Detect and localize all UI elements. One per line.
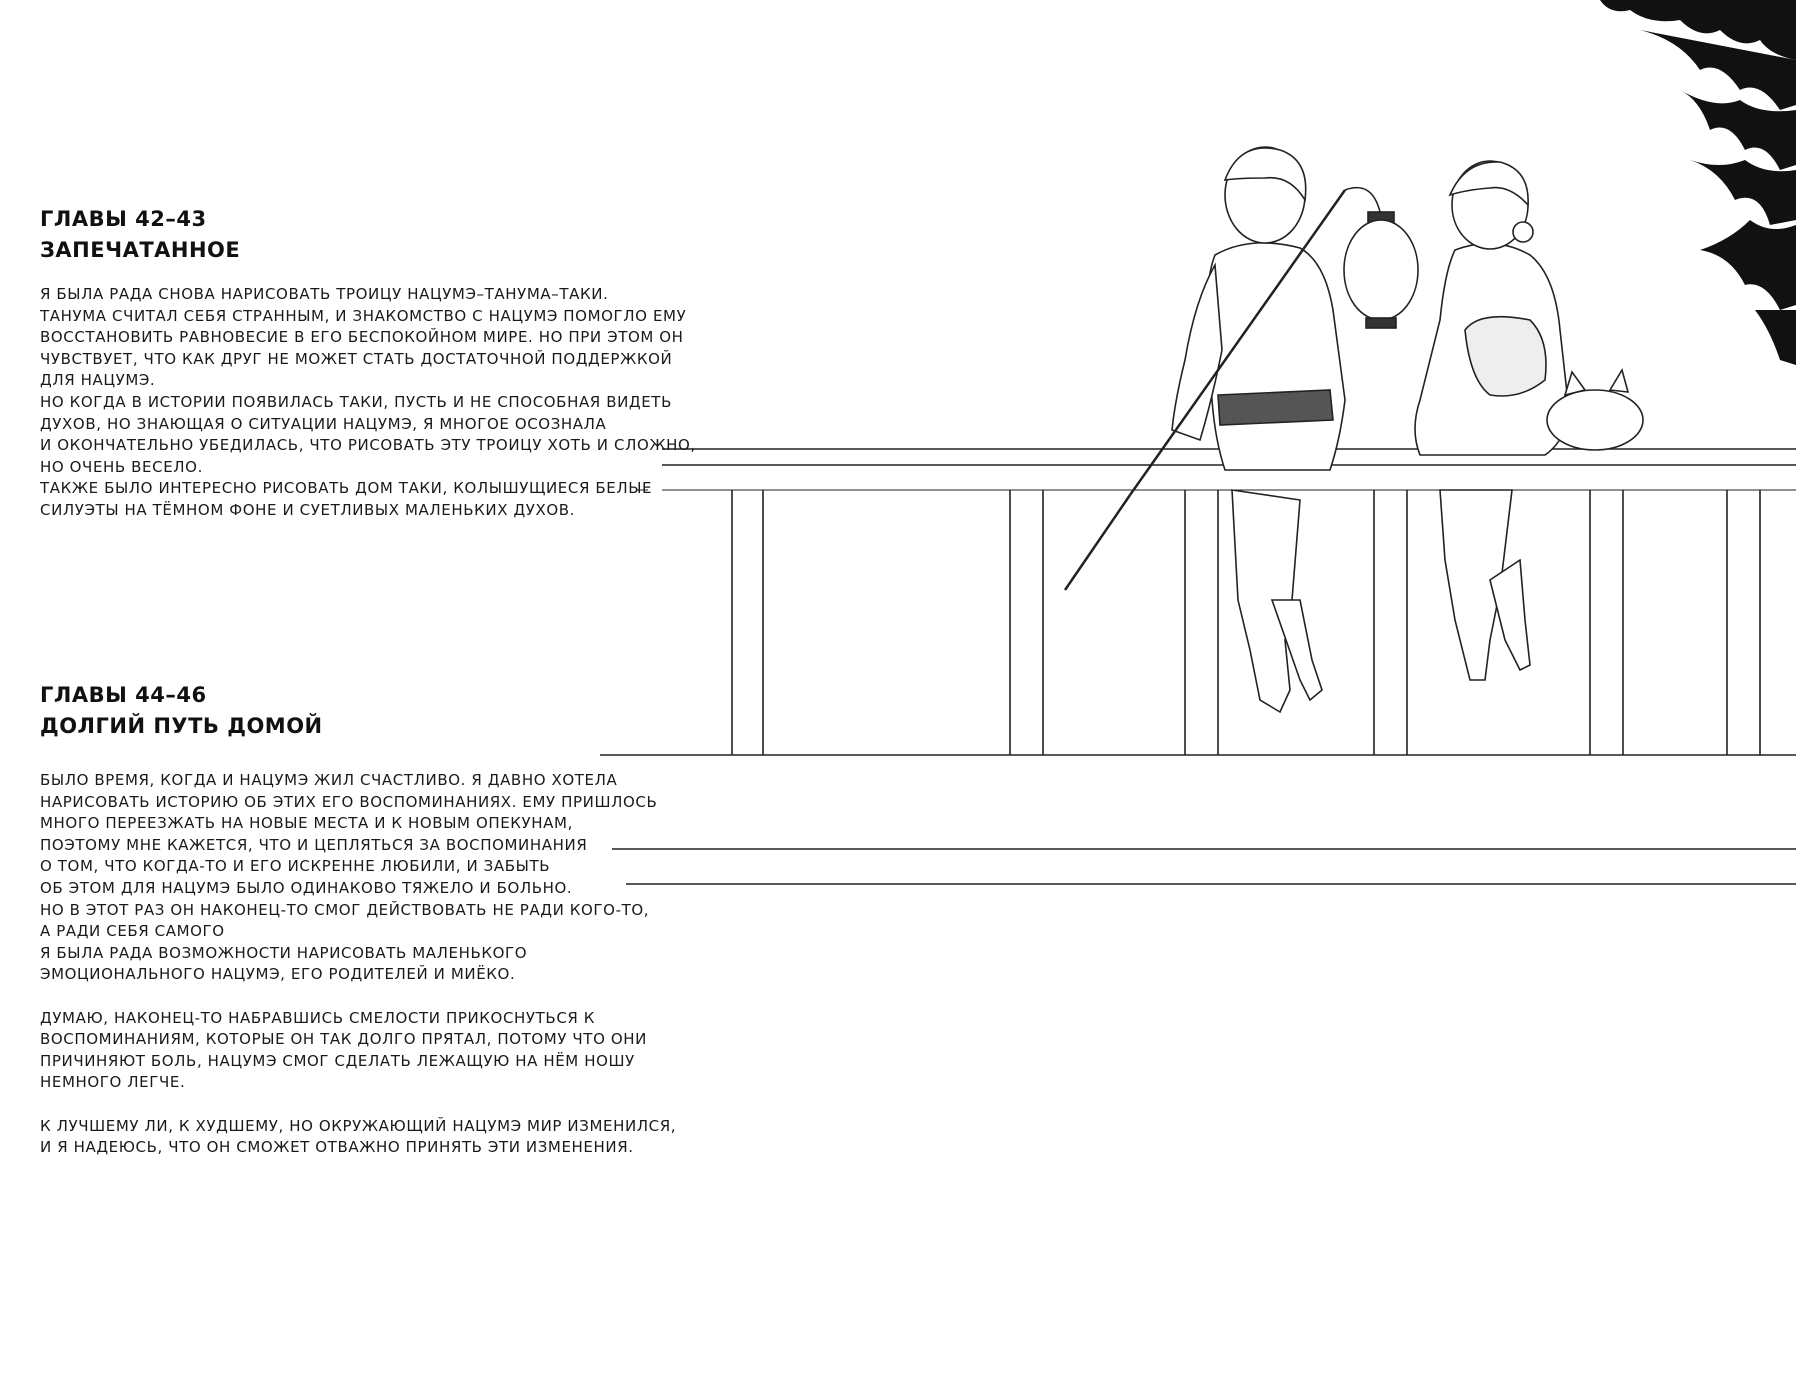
section-2-line: ВОСПОМИНАНИЯМ, КОТОРЫЕ ОН ТАК ДОЛГО ПРЯТАЛ, ПОТОМУ ЧТО ОНИ [40,1030,647,1049]
section-2-line: ПОЭТОМУ МНЕ КАЖЕТСЯ, ЧТО И ЦЕПЛЯТЬСЯ ЗА ВОСПОМИНАНИЯ [40,835,588,854]
girl-figure [1415,161,1570,680]
section-1-line: СИЛУЭТЫ НА ТЁМНОМ ФОНЕ И СУЕТЛИВЫХ МАЛЕНЬКИХ ДУХОВ. [40,500,576,519]
section-1-line: ТАНУМА СЧИТАЛ СЕБЯ СТРАННЫМ, И ЗНАКОМСТВО С НАЦУМЭ ПОМОГЛО ЕМУ [40,306,687,325]
paper-lantern [1344,188,1418,328]
section-1-line: И ОКОНЧАТЕЛЬНО УБЕДИЛАСЬ, ЧТО РИСОВАТЬ ЭТУ ТРОИЦУ ХОТЬ И СЛОЖНО, [40,436,696,455]
section-1-line: Я БЫЛА РАДА СНОВА НАРИСОВАТЬ ТРОИЦУ НАЦУМЭ–ТАНУМА–ТАКИ. [40,285,609,303]
section-1-line: ДУХОВ, НО ЗНАЮЩАЯ О СИТУАЦИИ НАЦУМЭ, Я МНОГОЕ ОСОЗНАЛА [40,414,607,433]
section-2-heading [40,680,323,742]
section-2-line: НАРИСОВАТЬ ИСТОРИЮ ОБ ЭТИХ ЕГО ВОСПОМИНАНИЯХ. ЕМУ ПРИШЛОСЬ [40,792,658,811]
fence-posts [732,490,1760,755]
boy-figure [1065,147,1345,712]
section-2-line: О ТОМ, ЧТО КОГДА-ТО И ЕГО ИСКРЕННЕ ЛЮБИЛИ, И ЗАБЫТЬ [40,857,551,876]
section-1-heading [40,204,240,266]
section-1-title: ЗАПЕЧАТАННОЕ [40,238,241,262]
section-2-line: ЭМОЦИОНАЛЬНОГО НАЦУМЭ, ЕГО РОДИТЕЛЕЙ И МИЁКО. [40,965,516,984]
section-2-text [40,770,676,1159]
section-2-line: К ЛУЧШЕМУ ЛИ, К ХУДШЕМУ, НО ОКРУЖАЮЩИЙ НАЦУМЭ МИР ИЗМЕНИЛСЯ, [40,1116,677,1135]
cat-figure [1547,370,1643,450]
section-1-line: ВОССТАНОВИТЬ РАВНОВЕСИЕ В ЕГО БЕСПОКОЙНОМ МИРЕ. НО ПРИ ЭТОМ ОН [40,328,684,347]
section-2-line: НЕМНОГО ЛЕГЧЕ. [40,1073,186,1092]
section-2-line: БЫЛО ВРЕМЯ, КОГДА И НАЦУМЭ ЖИЛ СЧАСТЛИВО. Я ДАВНО ХОТЕЛА [40,771,618,789]
tree-leaves [1600,0,1796,365]
section-1-text [40,284,696,522]
section-1-line: НО КОГДА В ИСТОРИИ ПОЯВИЛАСЬ ТАКИ, ПУСТЬ И НЕ СПОСОБНАЯ ВИДЕТЬ [40,392,672,411]
paragraph-gap [40,1094,676,1116]
section-2-line: МНОГО ПЕРЕЕЗЖАТЬ НА НОВЫЕ МЕСТА И К НОВЫМ ОПЕКУНАМ, [40,814,573,833]
section-2-line: А РАДИ СЕБЯ САМОГО [40,922,225,941]
section-1-line: ЧУВСТВУЕТ, ЧТО КАК ДРУГ НЕ МОЖЕТ СТАТЬ ДОСТАТОЧНОЙ ПОДДЕРЖКОЙ [40,349,673,368]
fence [600,449,1796,884]
section-1-chapters: ГЛАВЫ 42–43 [40,207,207,231]
section-2-line: ОБ ЭТОМ ДЛЯ НАЦУМЭ БЫЛО ОДИНАКОВО ТЯЖЕЛО И БОЛЬНО. [40,878,573,897]
section-2-line: ПРИЧИНЯЮТ БОЛЬ, НАЦУМЭ СМОГ СДЕЛАТЬ ЛЕЖАЩУЮ НА НЁМ НОШУ [40,1051,635,1070]
section-1-line: ДЛЯ НАЦУМЭ. [40,371,156,390]
paragraph-gap [40,986,676,1008]
section-2-title: ДОЛГИЙ ПУТЬ ДОМОЙ [40,714,323,738]
section-2-line: Я БЫЛА РАДА ВОЗМОЖНОСТИ НАРИСОВАТЬ МАЛЕНЬКОГО [40,943,528,962]
section-2-line: НО В ЭТОТ РАЗ ОН НАКОНЕЦ-ТО СМОГ ДЕЙСТВОВАТЬ НЕ РАДИ КОГО-ТО, [40,900,650,919]
section-2-line: ДУМАЮ, НАКОНЕЦ-ТО НАБРАВШИСЬ СМЕЛОСТИ ПРИКОСНУТЬСЯ К [40,1008,596,1027]
section-1-line: ТАКЖЕ БЫЛО ИНТЕРЕСНО РИСОВАТЬ ДОМ ТАКИ, КОЛЫШУЩИЕСЯ БЕЛЫЕ [40,479,653,498]
section-1-line: НО ОЧЕНЬ ВЕСЕЛО. [40,457,203,476]
section-2-line: И Я НАДЕЮСЬ, ЧТО ОН СМОЖЕТ ОТВАЖНО ПРИНЯТЬ ЭТИ ИЗМЕНЕНИЯ. [40,1138,634,1157]
section-2-chapters: ГЛАВЫ 44–46 [40,683,207,707]
